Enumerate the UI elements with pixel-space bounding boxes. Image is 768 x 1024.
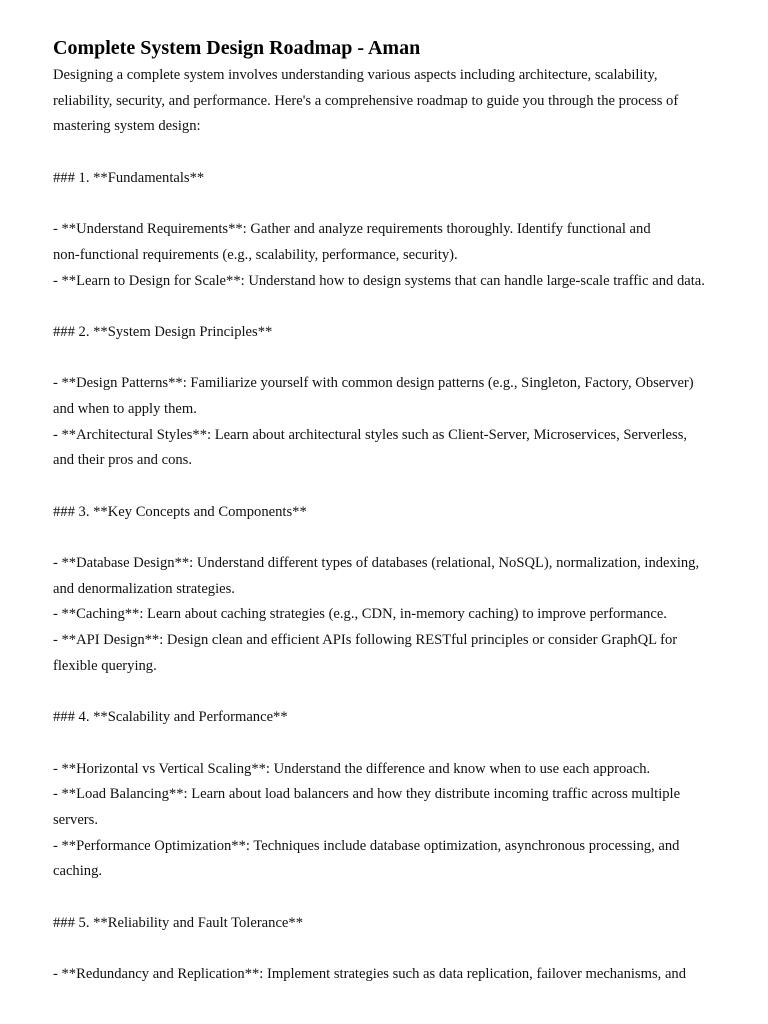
- text-line: mastering system design:: [53, 118, 201, 135]
- section-heading: ### 4. **Scalability and Performance**: [53, 709, 288, 726]
- blank-line: [53, 294, 743, 320]
- bullet-line: - **Caching**: Learn about caching strategies (e.g., CDN, in-memory caching) to improve performance.: [53, 606, 667, 623]
- document-page: [53, 34, 743, 988]
- text-line: caching.: [53, 863, 103, 880]
- blank-line: [53, 885, 743, 911]
- document-body: [53, 63, 743, 988]
- document-title: Complete System Design Roadmap - Aman: [53, 37, 421, 59]
- blank-line: [53, 731, 743, 757]
- text-line: non-functional requirements (e.g., scalability, performance, security).: [53, 246, 458, 263]
- bullet-line: - **Architectural Styles**: Learn about architectural styles such as Client-Server, Microservices, Serverless,: [53, 426, 688, 443]
- bullet-line: - **Understand Requirements**: Gather and analyze requirements thoroughly. Identify functional and: [53, 221, 651, 238]
- bullet-line: - **Learn to Design for Scale**: Understand how to design systems that can handle large-scale traffic and data.: [53, 272, 705, 289]
- blank-line: [53, 140, 743, 166]
- bullet-line: - **Design Patterns**: Familiarize yourself with common design patterns (e.g., Singleton, Factory, Observer): [53, 375, 694, 392]
- section-heading: ### 5. **Reliability and Fault Tolerance**: [53, 914, 303, 931]
- bullet-line: - **API Design**: Design clean and efficient APIs following RESTful principles or consider GraphQL for: [53, 632, 678, 649]
- bullet-line: - **Performance Optimization**: Techniques include database optimization, asynchronous processing, and: [53, 837, 680, 854]
- blank-line: [53, 346, 743, 372]
- text-line: and when to apply them.: [53, 400, 197, 417]
- section-heading: ### 2. **System Design Principles**: [53, 323, 273, 340]
- text-line: Designing a complete system involves understanding various aspects including architecture, scalability,: [53, 67, 658, 83]
- section-heading: ### 3. **Key Concepts and Components**: [53, 503, 307, 520]
- bullet-line: - **Database Design**: Understand different types of databases (relational, NoSQL), normalization, indexing,: [53, 555, 700, 572]
- bullet-line: - **Horizontal vs Vertical Scaling**: Understand the difference and know when to use each approach.: [53, 760, 651, 777]
- section-heading: ### 1. **Fundamentals**: [53, 169, 205, 186]
- blank-line: [53, 474, 743, 500]
- blank-line: [53, 191, 743, 217]
- text-line: flexible querying.: [53, 657, 157, 674]
- text-line: and denormalization strategies.: [53, 580, 235, 597]
- blank-line: [53, 680, 743, 706]
- text-line: and their pros and cons.: [53, 452, 193, 469]
- blank-line: [53, 936, 743, 962]
- blank-line: [53, 525, 743, 551]
- bullet-line: - **Load Balancing**: Learn about load balancers and how they distribute incoming traffic across multiple: [53, 786, 681, 803]
- text-line: servers.: [53, 811, 98, 828]
- text-line: reliability, security, and performance. Here's a comprehensive roadmap to guide you through the process of: [53, 92, 679, 109]
- bullet-line: - **Redundancy and Replication**: Implement strategies such as data replication, failover mechanisms, and: [53, 966, 687, 983]
